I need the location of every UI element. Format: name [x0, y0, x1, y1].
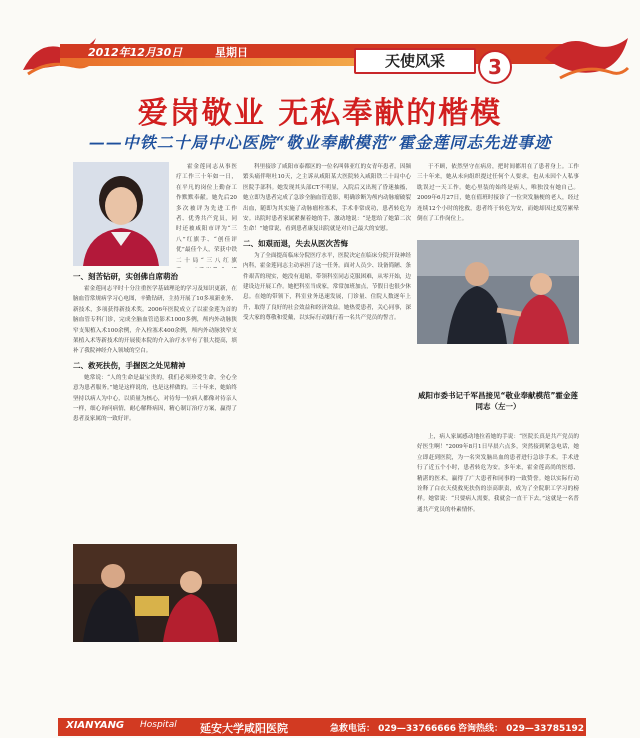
section2-text: 她常说：“人的生命是最宝贵的，我们必须珍爱生命，全心全意为患者服务。”她是这样说的，也是这样做的。三十年来，她始终坚持以病人为中心，以质量为核心，对待每一位病人都像对待亲人一样，细心询问病情，耐心解释病因，精心制订治疗方案，赢得了患者及家属的一致好评。: [73, 374, 237, 423]
col3-bottom-text: 上，病人家属感动地拉着她的手说：“医院长真是共产党员的好医生啊！”2009年8月1日早晨六点多，突然接到紧急电话，她立即赶到医院，为一名突发脑出血的患者进行急诊手术。手术进行了近五个小时，患者转危为安。多年来，霍金莲高尚的医德、精湛的医术，赢得了广大患者和同事的一致赞誉。她以实际行动诠释了白衣天使救死扶伤的崇高职责，成为了全院职工学习的榜样。她常说：“只要病人需要，我就会一直干下去。”这就是一名普通共产党员的朴素情怀。: [417, 434, 579, 513]
section1-text: 霍金莲同志平时十分注重医学基础理论的学习及知识更新，在脑血管常规病学习心电图，辛勤钻研，主持开展了10多项新业务、新技术，多项获得新技术奖。2006年医院成立了以霍金莲为首的脑血管专科门诊，完成全脑血管造影术1000多例，颅内外动脉狭窄支架植入术100余例，介入栓塞术400余例，颅内外动脉狭窄支架植入术等新技术的开展使本院的介入治疗水平有了很大提高，填补了我院神经介入领域的空白。: [73, 286, 237, 355]
ribbon-decoration-right: [540, 28, 630, 84]
intro-paragraph: 霍金莲同志从事医疗工作三十年如一日，在平凡的岗位上勤奋工作默默奉献。她先后20多次被评为先进工作者、优秀共产党员，同时还被咸阳市评为“三八”红旗手、“创佳评优”最佳个人，荣获中铁二十局“三八红旗: [176, 164, 237, 264]
page-number: 3: [478, 50, 512, 84]
section-label: 天使风采: [354, 48, 476, 74]
emergency-phone: 急救电话： 029—33766666: [330, 724, 457, 734]
section3-heading: 二、如艰而退，失去从医次苦悔: [243, 238, 348, 248]
consult-phone: 咨询热线： 029—33785192: [458, 724, 585, 734]
col2-text: 科里接诊了咸阳市泰都区的一位名叫韩亚红的女青年患者，因频繁头痛伴呕吐10天，之主诉从咸阳某大医院转入咸阳铁二十局中心医院手部科。她发现其头部CT不明显，入院后又出现了昏迷抽搐，她立即为患者完成了急诊全脑血管造影，明确诊断为颅内动脉瘤破裂出血，随即为其实施了动脉瘤栓塞术，手术非常成功，患者转危为安。出院时患者家属紧握着她的手，激动地说：“是您给了她第二次生命！”她常说，看到患者康复出院就是对自己最大的安慰。: [243, 164, 411, 233]
photo-caption: 咸阳市委书记千军昌接见“敬业奉献模范”霍金莲同志（左一）: [418, 391, 578, 411]
issue-date: 2012年12月30日: [88, 46, 183, 59]
intro-text-top: [176, 162, 237, 268]
article-subtitle: ——中铁二十局中心医院“敬业奉献模范”霍金莲同志先进事迹: [88, 133, 552, 152]
column-1: [73, 268, 237, 532]
section3-text: 为了全面提高临床分院医疗水平，医院决定在临床分院开设神经内科，霍金莲同志主动承担了这一任务。面对人员少、设备简陋、条件艰苦的现实，她没有退缩，带领科室同志克服困难，从零开始，边建设边开展工作。她把科室当成家，常常加班加点，节假日也很少休息。在她的带领下，科室业务迅速发展，门诊量、住院人数逐年上升，取得了良好的社会效益和经济效益。她热爱患者，关心同事，深受大家的尊敬和爱戴，以实际行动践行着一名共产党员的誓言。: [243, 252, 411, 322]
footer-brand-en2: Hospital: [140, 720, 177, 730]
portrait-photo: [73, 162, 169, 266]
article-title: 爱岗敬业 无私奉献的楷模: [137, 96, 503, 131]
col3-top-text: 于不顾，依然坚守在病房，把时间都用在了患者身上。工作三十年来，她从未向组织提过任何个人要求，也从未因个人私事耽误过一天工作。她心里装的始终是病人，唯独没有她自己。2009年6月27日，她在值班时接诊了一位突发脑梗的老人，经过连续12个小时的抢救，患者终于转危为安，而她却因过度劳累晕倒在了工作岗位上。: [417, 164, 579, 223]
footer-brand-cn: 延安大学咸阳医院: [200, 722, 288, 735]
column-2: [243, 162, 411, 638]
page-header: [0, 0, 640, 86]
footer-brand-en: XIANYANG: [66, 720, 125, 731]
section1-heading: 一、刻苦钻研，实创佛自席萌治: [73, 272, 178, 281]
section2-heading: 二、救死扶伤，手握医之处见精神: [73, 360, 186, 370]
column-3-bottom: [417, 432, 579, 638]
handshake-photo: [417, 240, 579, 344]
award-ceremony-photo: [73, 544, 237, 642]
issue-weekday: 星期日: [215, 46, 248, 59]
